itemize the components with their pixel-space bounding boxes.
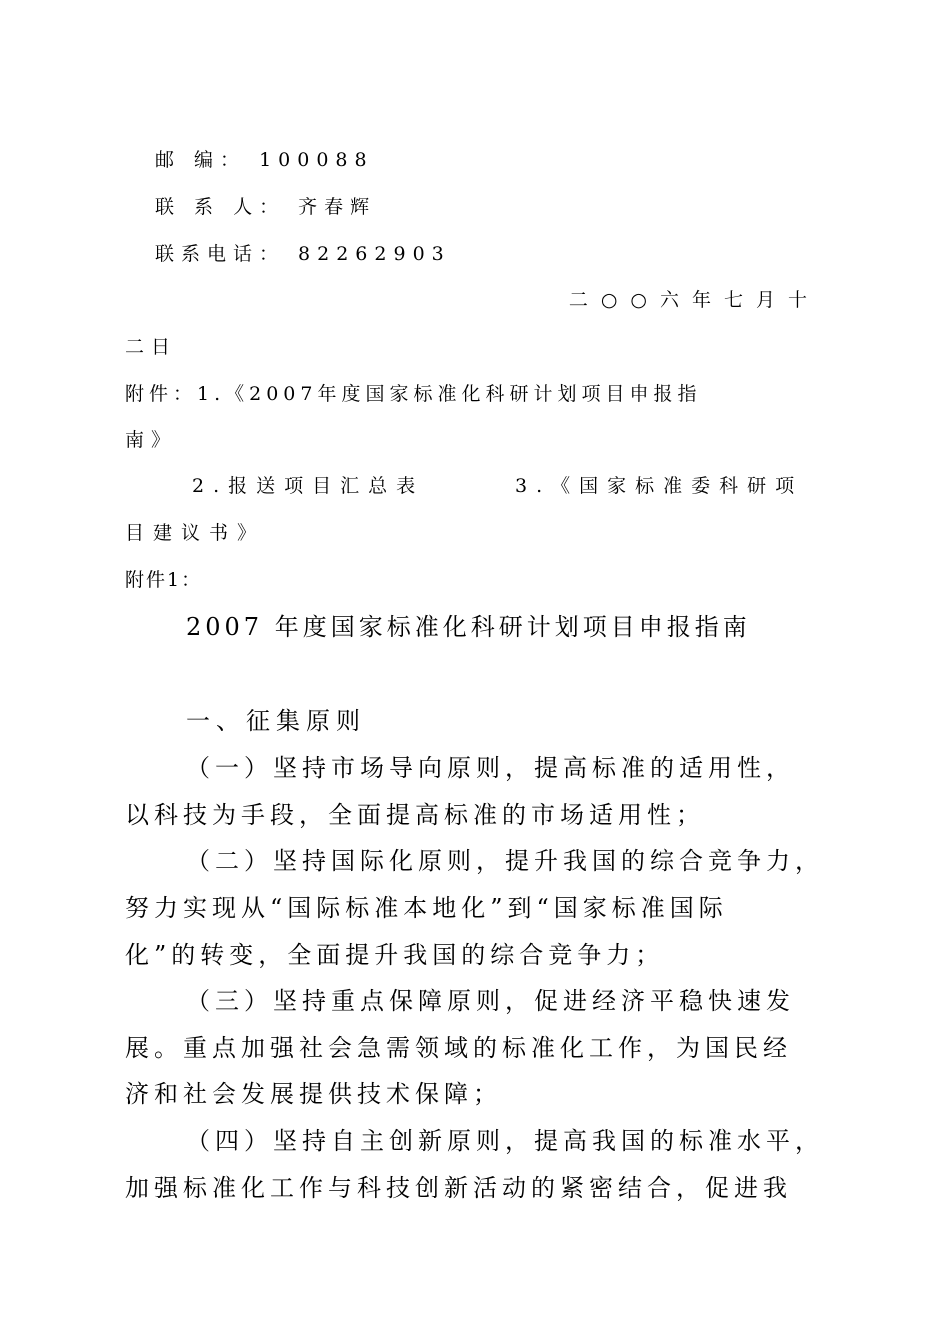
paragraph-3-line-1: （三）坚持重点保障原则，促进经济平稳快速发 xyxy=(186,987,795,1015)
postcode-line: 邮 编： 100088 xyxy=(155,149,374,171)
attachment-line-2a: 2.报送项目汇总表 xyxy=(192,475,425,497)
paragraph-2-line-2: 努力实现从“国际标准本地化”到“国家标准国际 xyxy=(125,894,728,922)
paragraph-3-line-2: 展。重点加强社会急需领域的标准化工作，为国民经 xyxy=(125,1034,792,1062)
paragraph-1-line-1: （一）坚持市场导向原则，提高标准的适用性， xyxy=(186,754,795,782)
paragraph-1-line-2: 以科技为手段，全面提高标准的市场适用性； xyxy=(125,801,705,829)
paragraph-2-line-1: （二）坚持国际化原则，提升我国的综合竞争力， xyxy=(186,847,824,875)
date-line-2: 二日 xyxy=(125,336,178,358)
attachment-line-1-cont: 南》 xyxy=(125,429,178,451)
attachment-line-2-cont: 目建议书》 xyxy=(125,522,266,544)
guide-title: 2007 年度国家标准化科研计划项目申报指南 xyxy=(186,613,751,641)
phone-line: 联系电话： 82262903 xyxy=(155,243,451,265)
contact-person-line: 联 系 人： 齐春辉 xyxy=(155,196,377,218)
date-line-1: 二○○六年七月十 xyxy=(568,289,820,311)
attachment-line-1: 附件：1.《2007年度国家标准化科研计划项目申报指 xyxy=(125,383,702,405)
attachment-label: 附件1： xyxy=(125,569,203,591)
paragraph-2-line-3: 化”的转变，全面提升我国的综合竞争力； xyxy=(125,941,665,969)
attachment-line-2b: 3.《国家标准委科研项 xyxy=(515,475,804,497)
paragraph-4-line-1: （四）坚持自主创新原则，提高我国的标准水平， xyxy=(186,1127,824,1155)
paragraph-4-line-2: 加强标准化工作与科技创新活动的紧密结合，促进我 xyxy=(125,1174,792,1202)
section-heading: 一、征集原则 xyxy=(186,707,366,735)
paragraph-3-line-3: 济和社会发展提供技术保障； xyxy=(125,1080,502,1108)
